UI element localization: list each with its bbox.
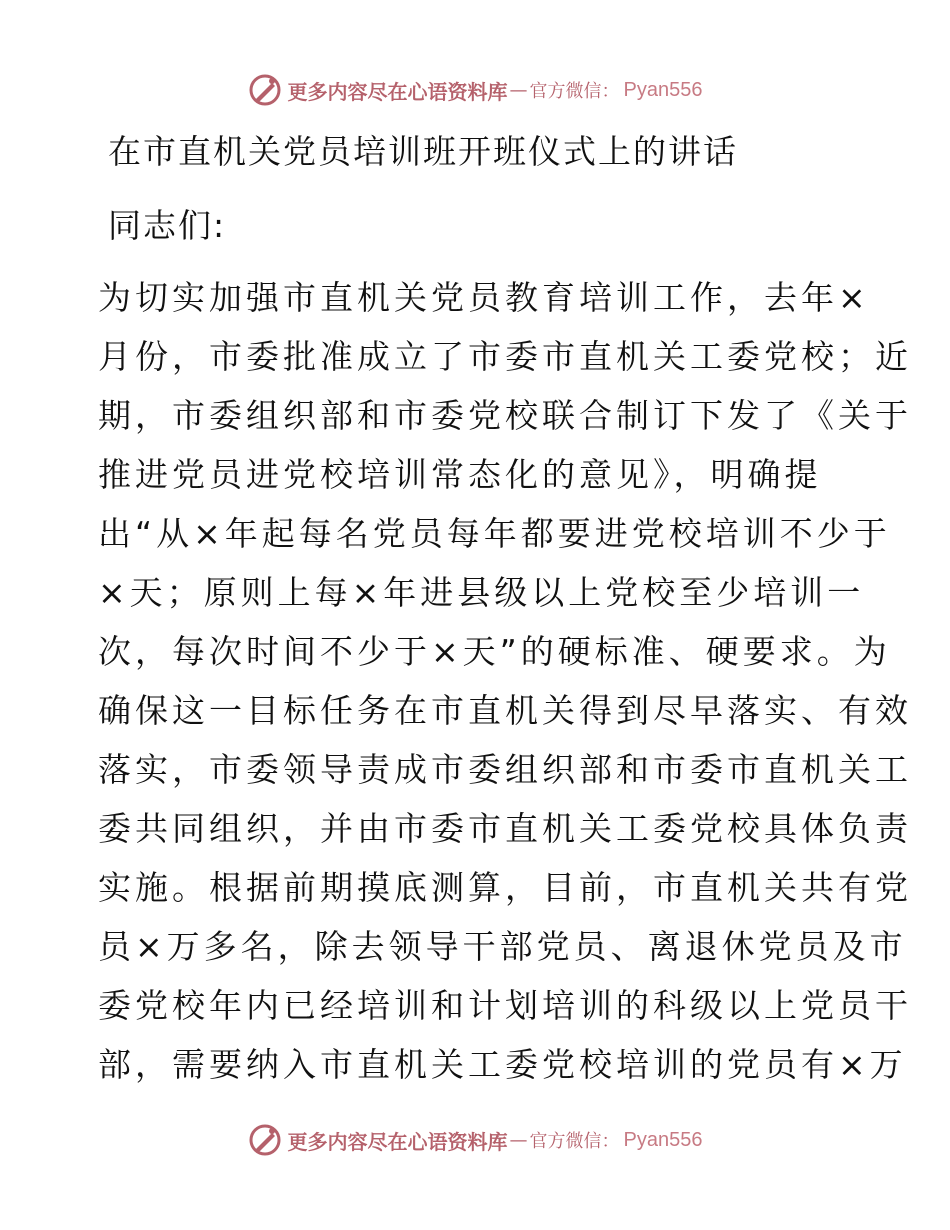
pen-logo-icon bbox=[248, 73, 282, 107]
paragraph-line: 期，市委组织部和市委党校联合制订下发了《关于 bbox=[98, 396, 912, 435]
document-title: 在市直机关党员培训班开班仪式上的讲话 bbox=[108, 132, 738, 171]
paragraph-line: 推进党员进党校培训常态化的意见》，明确提 bbox=[98, 455, 822, 494]
watermark-brand: 更多内容尽在心语资料库 bbox=[287, 1129, 508, 1154]
greeting: 同志们: bbox=[108, 206, 227, 245]
paragraph-line: 确保这一目标任务在市直机关得到尽早落实、有效 bbox=[98, 691, 912, 730]
paragraph-line: 员×万多名，除去领导干部党员、离退休党员及市 bbox=[98, 927, 907, 966]
paragraph-line: 为切实加强市直机关党员教育培训工作，去年× bbox=[98, 278, 870, 317]
paragraph-line: 落实，市委领导责成市委组织部和市委市直机关工 bbox=[98, 750, 912, 789]
pen-logo-icon bbox=[248, 1123, 282, 1157]
paragraph-line: 委党校年内已经培训和计划培训的科级以上党员干 bbox=[98, 986, 912, 1025]
watermark-separator: — bbox=[509, 1129, 528, 1151]
watermark-account: Pyan556 bbox=[623, 78, 703, 101]
paragraph-line: 部，需要纳入市直机关工委党校培训的党员有×万 bbox=[98, 1045, 907, 1084]
watermark-wechat-label: 官方微信： bbox=[529, 81, 620, 102]
paragraph-line: 委共同组织，并由市委市直机关工委党校具体负责 bbox=[98, 809, 912, 848]
header-watermark bbox=[0, 70, 950, 110]
paragraph-line: 出“从×年起每名党员每年都要进党校培训不少于 bbox=[98, 514, 891, 553]
watermark-wechat-label: 官方微信： bbox=[529, 1131, 620, 1152]
watermark-account: Pyan556 bbox=[623, 1128, 703, 1151]
paragraph-line: 实施。根据前期摸底测算，目前，市直机关共有党 bbox=[98, 868, 912, 907]
body-paragraph bbox=[98, 268, 912, 1094]
watermark-separator: — bbox=[509, 79, 528, 101]
paragraph-line: 月份，市委批准成立了市委市直机关工委党校；近 bbox=[98, 337, 912, 376]
watermark-brand: 更多内容尽在心语资料库 bbox=[287, 79, 508, 104]
paragraph-line: 次，每次时间不少于×天”的硬标准、硬要求。为 bbox=[98, 632, 891, 671]
paragraph-line: ×天；原则上每×年进县级以上党校至少培训一 bbox=[98, 573, 865, 612]
footer-watermark bbox=[0, 1120, 950, 1160]
